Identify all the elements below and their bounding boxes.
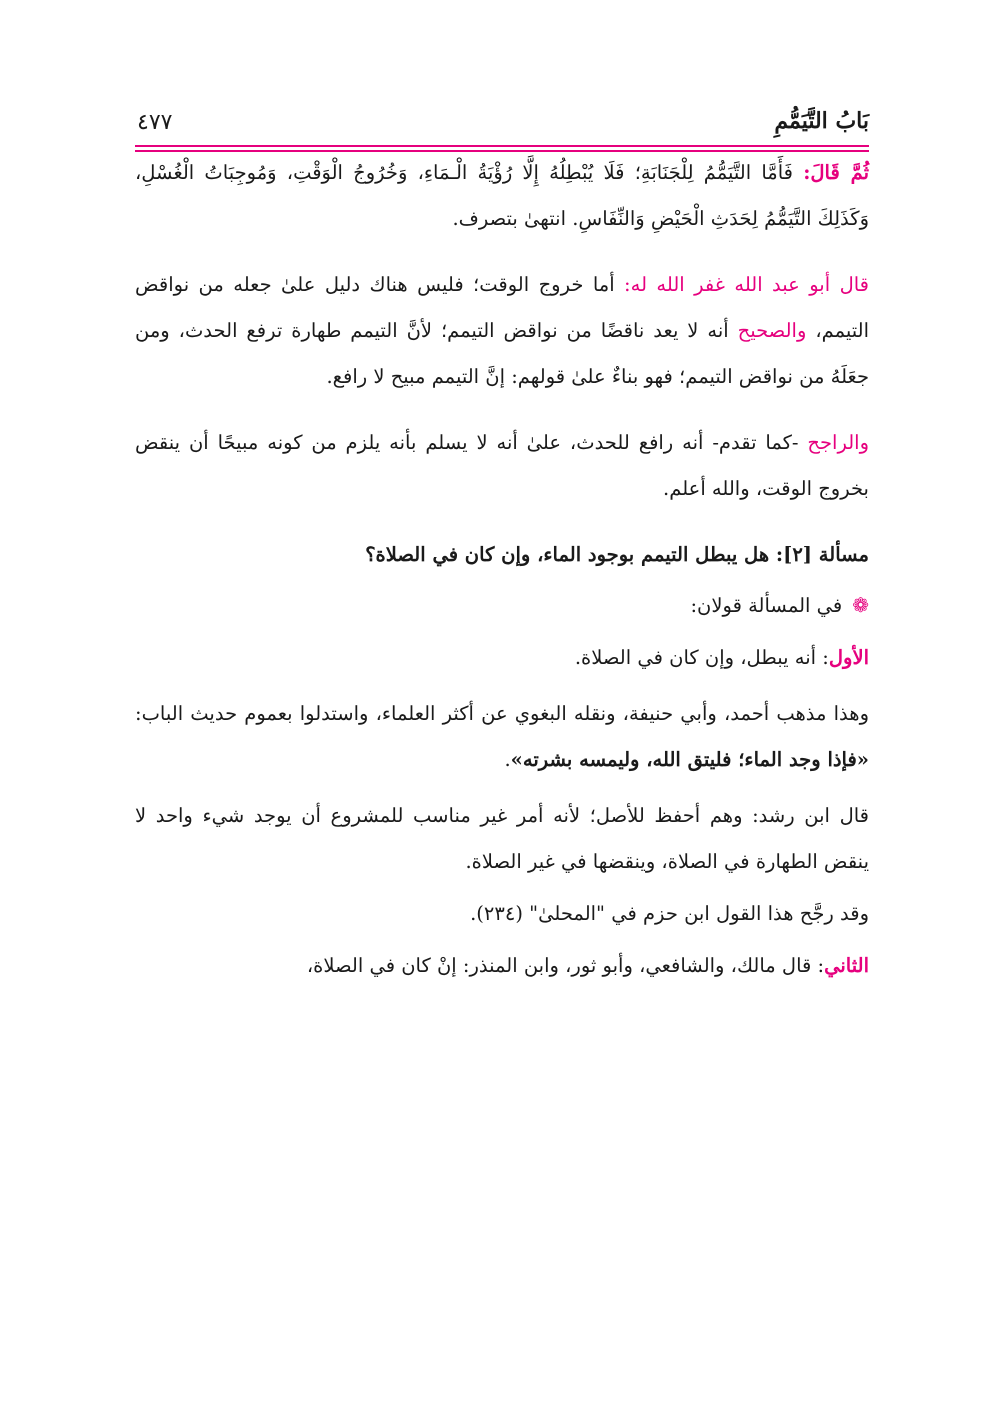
flower-ornament-icon: ❁ bbox=[852, 593, 869, 617]
paragraph-6 bbox=[135, 635, 869, 681]
paragraph-7-end: . bbox=[504, 748, 511, 771]
sahih-label: والصحيح bbox=[737, 319, 807, 342]
paragraph-10-text: : قال مالك، والشافعي، وأبو ثور، وابن المنذر: إنْ كان في الصلاة، bbox=[306, 954, 825, 977]
first-opinion-label: الأول bbox=[828, 646, 869, 669]
page-header bbox=[135, 100, 869, 148]
issue-heading: مسألة [٢]: هل يبطل التيمم بوجود الماء، وإن كان في الصلاة؟ bbox=[365, 543, 869, 566]
rajih-label: والراجح bbox=[807, 431, 869, 454]
paragraph-1-text: فَأَمَّا التَّيَمُّمُ لِلْجَنَابَةِ؛ فَلَا يُبْطِلُهُ إِلَّا رُؤْيَةُ الْـمَاءِ، وَخُرُوجُ الْوَقْتِ، وَمُوجِبَاتُ الْغُسْلِ، وَكَذَلِكَ التَّيَمُّمُ لِحَدَثِ الْحَيْضِ وَالنِّفَاسِ. انتهىٰ بتصرف. bbox=[135, 161, 869, 230]
quote-lead: ثُمَّ قَالَ: bbox=[803, 161, 869, 184]
chapter-title: بَابُ التَّيَمُّمِ bbox=[774, 108, 869, 134]
paragraph-9: وقد رجَّح هذا القول ابن حزم في "المحلىٰ" (٢٣٤). bbox=[470, 902, 869, 925]
paragraph-5 bbox=[135, 582, 869, 629]
hadith-quote: «فإذا وجد الماء؛ فليتق الله، وليمسه بشرته» bbox=[510, 748, 869, 771]
second-opinion-label: الثاني bbox=[824, 954, 869, 977]
page-number: ٤٧٧ bbox=[137, 110, 173, 135]
paragraph-3 bbox=[135, 420, 869, 512]
paragraph-7-text: وهذا مذهب أحمد، وأبي حنيفة، ونقله البغوي عن أكثر العلماء، واستدلوا بعموم حديث الباب: bbox=[135, 702, 869, 725]
paragraph-2-text-a: أما خروج الوقت؛ فليس هناك دليل علىٰ جعله من نواقض التيمم، bbox=[135, 273, 869, 342]
paragraph-2 bbox=[135, 262, 869, 400]
paragraph-8: قال ابن رشد: وهم أحفظ للأصل؛ لأنه أمر غير مناسب للمشروع أن يوجد شيء واحد لا ينقض الطهارة في الصلاة، وينقضها في غير الصلاة. bbox=[135, 804, 869, 873]
paragraph-6-text: : أنه يبطل، وإن كان في الصلاة. bbox=[574, 646, 829, 669]
header-rule-top bbox=[135, 145, 869, 147]
paragraph-7 bbox=[135, 691, 869, 783]
paragraph-2-text-b: أنه لا يعد ناقضًا من نواقض التيمم؛ لأنَّ التيمم طهارة ترفع الحدث، ومن جعَلَهُ من نواقض التيمم؛ فهو بناءٌ علىٰ قولهم: إنَّ التيمم مبيح لا رافع. bbox=[135, 319, 869, 388]
page-body bbox=[135, 150, 869, 989]
author-lead: قال أبو عبد الله غفر الله له: bbox=[624, 273, 869, 296]
paragraph-5-text: في المسألة قولان: bbox=[690, 594, 843, 617]
paragraph-1 bbox=[135, 150, 869, 242]
paragraph-3-text: -كما تقدم- أنه رافع للحدث، علىٰ أنه لا يسلم بأنه يلزم من كونه مبيحًا أن ينقض بخروج الوقت، والله أعلم. bbox=[135, 431, 869, 500]
paragraph-10 bbox=[135, 943, 869, 989]
